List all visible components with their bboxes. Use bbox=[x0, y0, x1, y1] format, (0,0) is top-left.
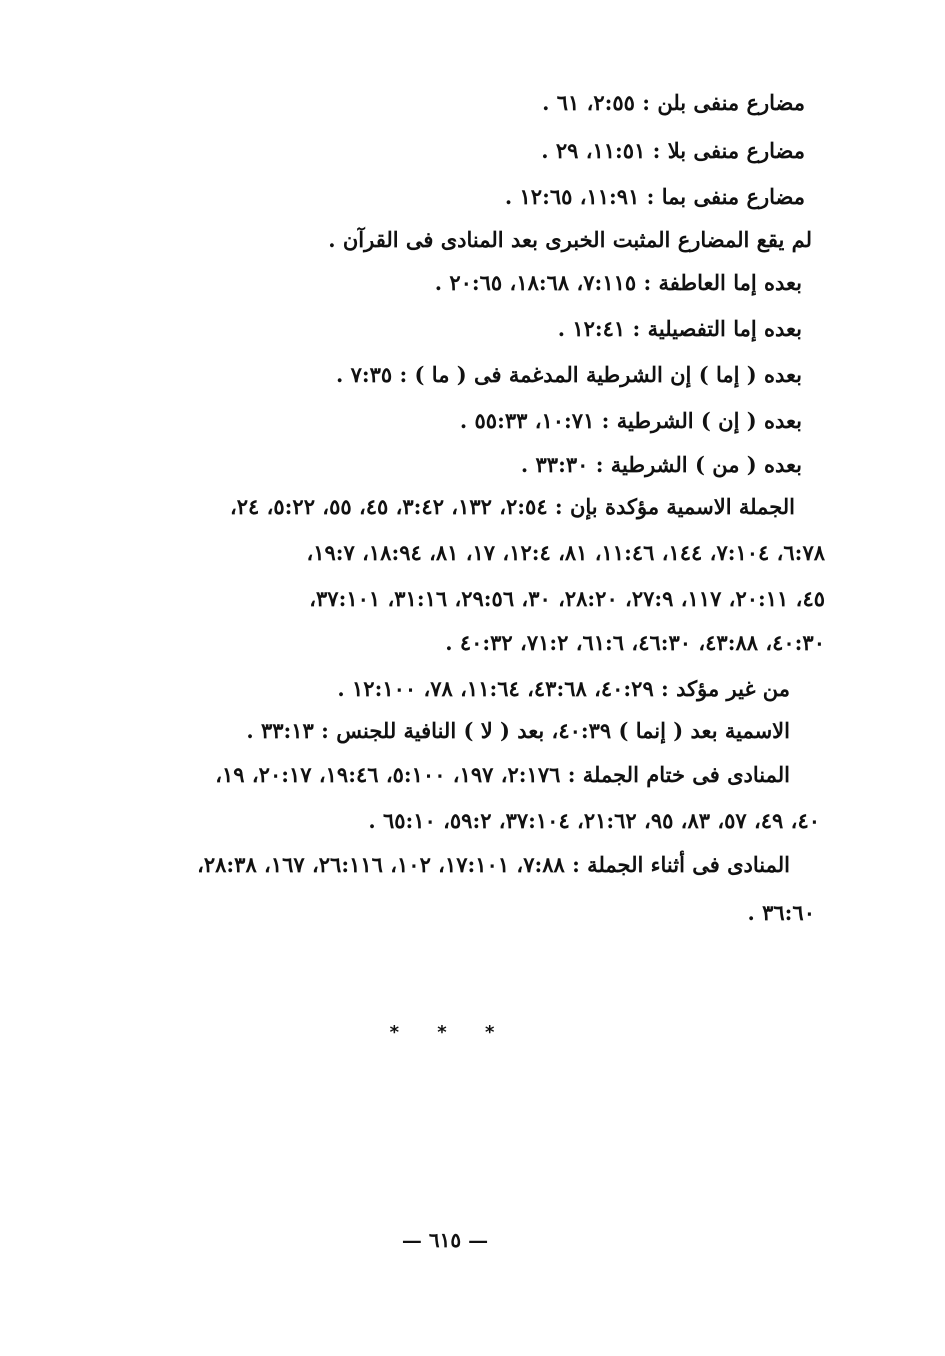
text-line: المنادى فى أثناء الجملة : ٧:٨٨، ١٧:١٠١، ١٠٢، ٢٦:١١٦، ١٦٧، ٢٨:٣٨، bbox=[197, 852, 790, 877]
text-line: بعده ( من ) الشرطية : ٣٣:٣٠ . bbox=[520, 452, 802, 477]
text-line: بعده إما التفصيلية : ١٢:٤١ . bbox=[557, 316, 802, 341]
text-line: ٤٠، ٤٩، ٥٧، ٨٣، ٩٥، ٢١:٦٢، ٣٧:١٠٤، ٥٩:٢، ٦٥:١٠ . bbox=[368, 808, 820, 833]
text-line: ٣٦:٦٠ . bbox=[747, 900, 815, 925]
text-line: ٦:٧٨، ٧:١٠٤، ١٤٤، ١١:٤٦، ٨١، ١٢:٤، ١٧، ٨١، ١٨:٩٤، ١٩:٧، bbox=[306, 540, 825, 565]
text-line: لم يقع المضارع المثبت الخبرى بعد المنادى فى القرآن . bbox=[328, 227, 812, 252]
text-line: ٤٥، ٢٠:١١، ١١٧، ٢٧:٩، ٢٨:٢٠، ٣٠، ٢٩:٥٦، ٣١:١٦، ٣٧:١٠١، bbox=[309, 586, 825, 611]
text-line: من غير مؤكد : ٤٠:٢٩، ٤٣:٦٨، ١١:٦٤، ٧٨، ١٢:١٠٠ . bbox=[337, 676, 790, 701]
text-line: بعده ( إما ) إن الشرطية المدغمة فى ( ما ) : ٧:٣٥ . bbox=[335, 362, 802, 387]
text-line: بعده إما العاطفة : ٧:١١٥، ١٨:٦٨، ٢٠:٦٥ . bbox=[434, 270, 802, 295]
section-separator: * * * bbox=[389, 1022, 511, 1043]
text-line: الاسمية بعد ( إنما ) ٤٠:٣٩، بعد ( لا ) النافية للجنس : ٣٣:١٣ . bbox=[246, 718, 790, 743]
text-line: مضارع منفى بما : ١١:٩١، ١٢:٦٥ . bbox=[504, 184, 805, 209]
text-line: المنادى فى ختام الجملة : ٢:١٧٦، ١٩٧، ٥:١٠٠، ١٩:٤٦، ٢٠:١٧، ١٩، bbox=[215, 762, 790, 787]
text-line: الجملة الاسمية مؤكدة بإن : ٢:٥٤، ١٣٢، ٣:٤٢، ٤٥، ٥٥، ٥:٢٢، ٢٤، bbox=[229, 494, 795, 519]
text-line: مضارع منفى بلن : ٢:٥٥، ٦١ . bbox=[542, 90, 805, 115]
text-line: بعده ( إن ) الشرطية : ١٠:٧١، ٥٥:٣٣ . bbox=[459, 408, 802, 433]
page-number: — ٦١٥ — bbox=[401, 1228, 489, 1252]
text-line: مضارع منفى بلا : ١١:٥١، ٢٩ . bbox=[541, 138, 805, 163]
text-line: ٤٠:٣٠، ٤٣:٨٨، ٤٦:٣٠، ٦١:٦، ٧١:٢، ٤٠:٣٢ . bbox=[445, 630, 825, 655]
